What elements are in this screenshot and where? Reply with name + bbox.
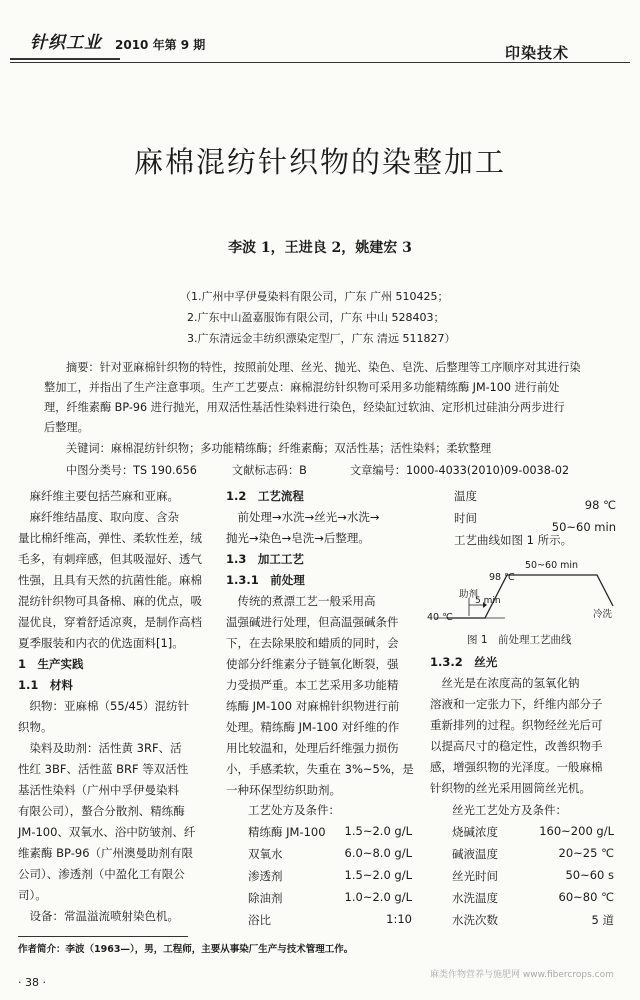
fig-rinse: 冷洗 bbox=[593, 609, 613, 620]
abstract-line: 理，纤维素酶 BP-96 进行抛光，用双活性基活性染料进行染色，经染缸过软油、定形机过硅油分两步进行 bbox=[44, 401, 565, 414]
time-value: 50~60 min bbox=[551, 520, 616, 534]
issue-label: 2010 年第 9 期 bbox=[115, 38, 206, 52]
figure-caption: 图 1 前处理工艺曲线 bbox=[467, 634, 572, 646]
text-line: 夏季服装和内衣的优选面料[1]。 bbox=[18, 636, 184, 650]
authors: 李波 1，王进良 2，姚建宏 3 bbox=[228, 240, 412, 256]
recipe-key: 双氧水 bbox=[248, 847, 283, 861]
text-line: 性红 3BF、活性蓝 BRF 等双活性 bbox=[18, 762, 189, 776]
temp-value: 98 ℃ bbox=[584, 498, 616, 512]
recipe-heading: 丝光工艺处方及条件： bbox=[452, 803, 567, 817]
text-line: 司）。 bbox=[18, 888, 47, 902]
text-line: 麻纤维主要包括苎麻和亚麻。 bbox=[18, 489, 179, 503]
column-1 bbox=[18, 486, 223, 927]
recipe-2 bbox=[430, 802, 620, 932]
text-line: 一种环保型纺织助剂。 bbox=[226, 783, 341, 797]
fig-top-time: 50~60 min bbox=[525, 560, 579, 571]
text-line: 丝光是在浓度高的氢氧化钠 bbox=[430, 676, 580, 690]
recipe-key: 烧碱浓度 bbox=[452, 825, 498, 839]
text-line: 前处理→水洗→丝光→水洗→ bbox=[226, 510, 380, 524]
text-line: 染料及助剂：活性黄 3RF、活 bbox=[18, 741, 182, 755]
page-title: 麻棉混纺针织物的染整加工 bbox=[133, 145, 506, 179]
text-line: 小，手感柔软，失重在 3%~5%，是 bbox=[226, 762, 414, 776]
header-rule-thick bbox=[10, 58, 120, 60]
abstract-line: 整加工，并指出了生产注意事项。生产工艺要点：麻棉混纺针织物可采用多功能精练酶 JM-100 进行前处 bbox=[44, 381, 560, 394]
recipe-key: 除油剂 bbox=[248, 891, 283, 905]
abstract-line: 后整理。 bbox=[44, 421, 89, 434]
text-line: JM-100、双氧水、浴中防皱剂、纤 bbox=[18, 825, 196, 839]
recipe-value: 5 道 bbox=[591, 913, 614, 927]
footnote: 作者简介：李波（1963—），男，工程师，主要从事染厂生产与技术管理工作。 bbox=[18, 944, 354, 955]
clc-number: 中图分类号：TS 190.656 bbox=[66, 464, 197, 477]
recipe-key: 精练酶 JM-100 bbox=[248, 825, 326, 839]
text-line: 下，在去除果胶和蜡质的同时，会 bbox=[226, 636, 399, 650]
text-line: 重新排列的过程。织物经丝光后可 bbox=[430, 718, 603, 732]
text-line: 以提高尺寸的稳定性，改善织物手 bbox=[430, 739, 603, 753]
recipe-value: 1:10 bbox=[386, 912, 412, 926]
recipe-value: 20~25 ℃ bbox=[558, 846, 614, 860]
recipe-value: 6.0~8.0 g/L bbox=[344, 846, 412, 860]
text-line: 性强，且具有天然的抗菌性能。麻棉 bbox=[18, 573, 202, 587]
journal-logo: 针织工业 bbox=[30, 33, 102, 53]
subsection-heading: 1.1 材料 bbox=[18, 678, 73, 692]
header-rule bbox=[10, 62, 630, 63]
recipe-1 bbox=[226, 802, 414, 932]
text-line: 基活性染料（广州中孚伊曼染料 bbox=[18, 783, 179, 797]
text-line: 用比较温和，处理后纤维强力损伤 bbox=[226, 741, 399, 755]
curve-note: 工艺曲线如图 1 所示。 bbox=[454, 533, 573, 547]
subsection-heading: 1.2 工艺流程 bbox=[226, 489, 304, 503]
fig-hold: 5 min bbox=[475, 596, 501, 606]
text-line: 温强碱进行处理，但高温强碱条件 bbox=[226, 615, 399, 629]
temp-label: 温度 bbox=[454, 489, 477, 503]
recipe-key: 丝光时间 bbox=[452, 869, 498, 883]
text-line: 使部分纤维素分子链氧化断裂，强 bbox=[226, 657, 399, 671]
article-number: 文章编号：1000-4033(2010)09-0038-02 bbox=[350, 464, 570, 477]
recipe-key: 碱液温度 bbox=[452, 847, 498, 861]
recipe-value: 60~80 ℃ bbox=[558, 890, 614, 904]
text-line: 有限公司），螯合分散剂、精练酶 bbox=[18, 804, 185, 818]
recipe-key: 浴比 bbox=[248, 913, 271, 927]
text-line: 传统的煮漂工艺一般采用高 bbox=[226, 594, 376, 608]
text-line: 溶液和一定张力下，纤维内部分子 bbox=[430, 697, 603, 711]
recipe-key: 水洗温度 bbox=[452, 891, 498, 905]
affiliation-2: 2.广东中山盈嘉服饰有限公司，广东 中山 528403； bbox=[187, 311, 445, 324]
keywords: 关键词：麻棉混纺针织物；多功能精练酶；纤维素酶；双活性基；活性染料；柔软整理 bbox=[66, 442, 492, 455]
doc-code: 文献标志码：B bbox=[232, 464, 307, 477]
text-line: 混纺针织物可具备棉、麻的优点，吸 bbox=[18, 594, 202, 608]
recipe-heading: 工艺处方及条件： bbox=[248, 803, 340, 817]
text-line: 量比棉纤维高，弹性、柔软性差，绒 bbox=[18, 531, 202, 545]
time-label: 时间 bbox=[454, 511, 477, 525]
section-heading: 1 生产实践 bbox=[18, 657, 84, 671]
recipe-value: 1.5~2.0 g/L bbox=[344, 824, 412, 838]
column-2 bbox=[226, 486, 416, 801]
text-line: 织物：亚麻棉（55/45）混纺针 bbox=[18, 699, 190, 713]
text-line: 练酶 JM-100 对麻棉针织物进行前 bbox=[226, 699, 400, 713]
figure-1 bbox=[425, 558, 625, 650]
recipe-key: 水洗次数 bbox=[452, 913, 498, 927]
text-line: 维素酶 BP-96（广州澳曼助剂有限 bbox=[18, 846, 194, 860]
text-line: 力受损严重。本工艺采用多功能精 bbox=[226, 678, 399, 692]
recipe-value: 1.5~2.0 g/L bbox=[344, 868, 412, 882]
column-3 bbox=[430, 652, 620, 799]
text-line: 毛多，有刺痒感，但其吸湿好、透气 bbox=[18, 552, 202, 566]
abstract bbox=[44, 358, 610, 438]
section-label: 印染技术 bbox=[505, 44, 570, 62]
fig-start-temp: 40 ℃ bbox=[427, 612, 453, 623]
subsection-heading: 1.3.1 前处理 bbox=[226, 573, 305, 587]
fig-peak-temp: 98 ℃ bbox=[489, 572, 515, 583]
recipe-value: 1.0~2.0 g/L bbox=[344, 890, 412, 904]
abstract-line: 摘要：针对亚麻棉针织物的特性，按照前处理、丝光、抛光、染色、皂洗、后整理等工序顺序对其进行染 bbox=[66, 361, 581, 374]
subsection-heading: 1.3 加工工艺 bbox=[226, 552, 304, 566]
text-line: 处理。精练酶 JM-100 对纤维的作 bbox=[226, 720, 400, 734]
text-line: 织物。 bbox=[18, 720, 53, 734]
text-line: 设备：常温溢流喷射染色机。 bbox=[18, 909, 179, 923]
column-3-top bbox=[430, 486, 620, 552]
text-line: 公司）、渗透剂（中盈化工有限公 bbox=[18, 867, 185, 881]
page-number: · 38 · bbox=[18, 976, 46, 989]
recipe-key: 渗透剂 bbox=[248, 869, 283, 883]
subsection-heading: 1.3.2 丝光 bbox=[430, 655, 498, 669]
recipe-value: 160~200 g/L bbox=[539, 824, 614, 838]
text-line: 抛光→染色→皂洗→后整理。 bbox=[226, 531, 370, 545]
text-line: 湿优良，穿着舒适凉爽，是制作高档 bbox=[18, 615, 202, 629]
text-line: 感，增强织物的光泽度。一般麻棉 bbox=[430, 760, 603, 774]
footnote-rule bbox=[18, 936, 188, 937]
recipe-value: 50~60 s bbox=[565, 868, 614, 882]
affiliation-1: （1.广州中孚伊曼染料有限公司，广东 广州 510425； bbox=[180, 290, 449, 303]
fig-agent: 助剂 bbox=[459, 589, 479, 600]
text-line: 麻纤维结晶度、取向度、含杂 bbox=[18, 510, 179, 524]
affiliation-3: 3.广东清远金丰纺织漂染定型厂，广东 清远 511827） bbox=[187, 332, 456, 345]
text-line: 针织物的丝光采用圆筒丝光机。 bbox=[430, 781, 591, 795]
watermark: 麻类作物营养与施肥网 www.fibercrops.com bbox=[430, 970, 614, 980]
